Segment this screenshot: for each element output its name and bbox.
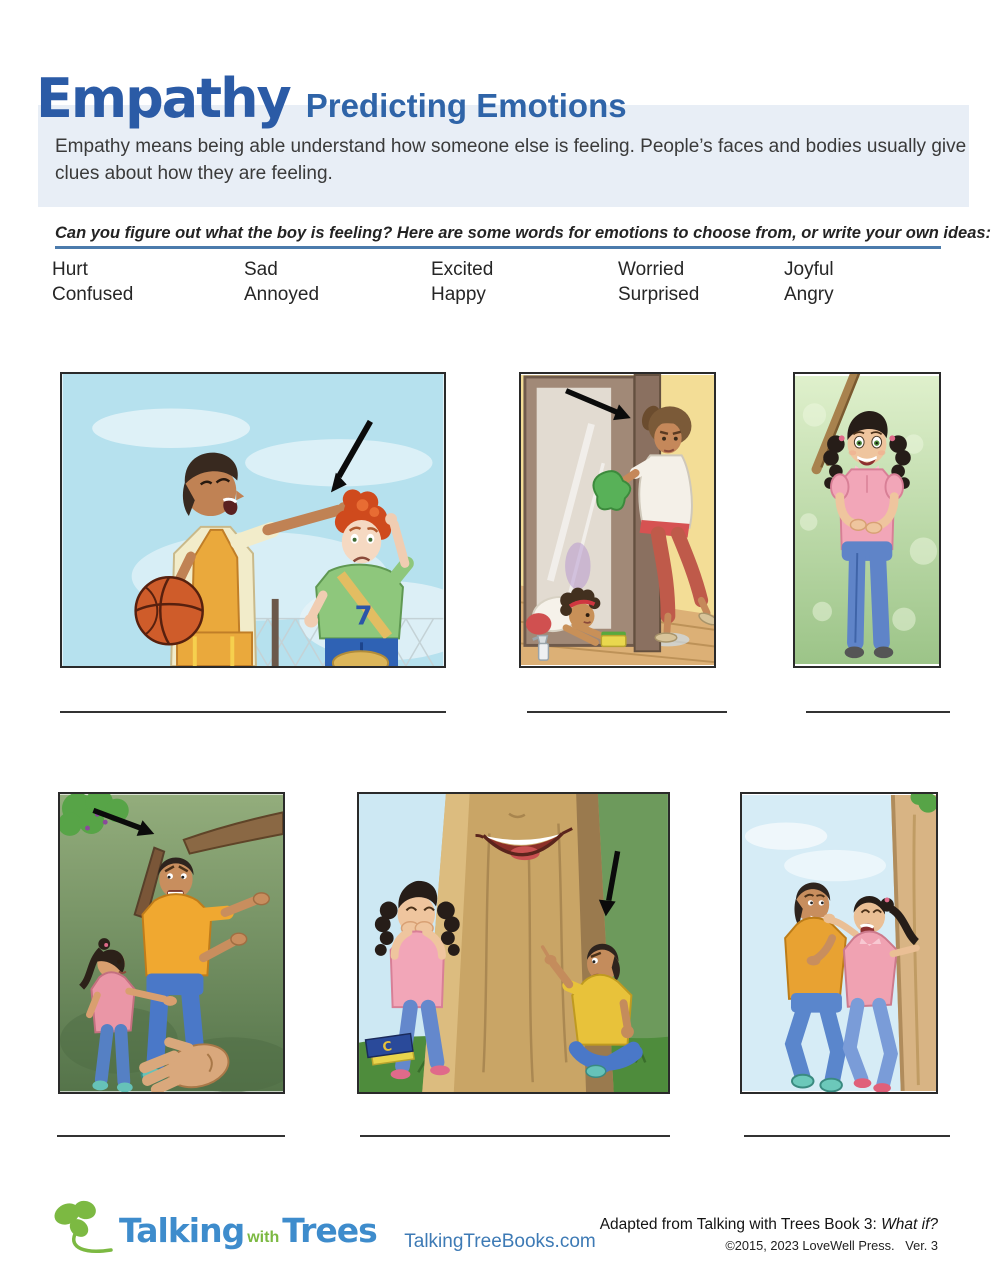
panel-5-scene [359, 794, 668, 1092]
logo-word-trees: Trees [282, 1210, 377, 1250]
page-title: Empathy [36, 67, 290, 130]
panel-2-scene [521, 374, 714, 666]
books-on-grass [366, 1034, 415, 1066]
word-surprised: Surprised [618, 284, 700, 305]
panel-4-illustration [58, 792, 285, 1094]
header [36, 67, 627, 130]
answer-line-5[interactable] [360, 1135, 670, 1137]
panel-3-scene [795, 374, 939, 666]
word-sad: Sad [244, 259, 278, 280]
logo-word-talking: Talking [119, 1210, 245, 1250]
instruction-text: Can you figure out what the boy is feeling? Here are some words for emotions to choose from, or write your own ideas: [55, 224, 992, 242]
credit-line-2: ©2015, 2023 LoveWell Press. Ver. 3 [725, 1238, 938, 1253]
panel-4-scene [60, 794, 283, 1092]
word-angry: Angry [784, 284, 834, 305]
svg-text:C: C [381, 1039, 393, 1056]
panel-6-illustration [740, 792, 938, 1094]
page-subtitle: Predicting Emotions [305, 87, 627, 124]
credit-book-title: What if? [881, 1216, 938, 1233]
credit-prefix: Adapted from Talking with Trees Book 3: [599, 1216, 882, 1233]
word-excited: Excited [431, 259, 494, 280]
divider-rule [55, 246, 941, 249]
credit-line-1 [600, 1216, 938, 1234]
panel-1-scene [62, 374, 444, 666]
word-bank-row-1 [52, 259, 834, 281]
svg-text:7: 7 [354, 601, 373, 632]
word-bank-row-2 [52, 284, 834, 306]
word-joyful: Joyful [784, 259, 834, 280]
panel-1-illustration [60, 372, 446, 668]
panel-5-illustration [357, 792, 670, 1094]
answer-line-3[interactable] [806, 711, 950, 713]
panel-6-scene [742, 794, 936, 1092]
answer-line-1[interactable] [60, 711, 446, 713]
word-happy: Happy [431, 284, 486, 305]
panel-3-illustration [793, 372, 941, 668]
intro-line-1: Empathy means being able understand how someone else is feeling. People’s faces and bodies usually give [55, 136, 967, 157]
word-hurt: Hurt [52, 259, 88, 280]
word-confused: Confused [52, 284, 134, 305]
intro-line-2: clues about how they are feeling. [55, 163, 333, 184]
logo-word-with: with [247, 1228, 280, 1246]
word-annoyed: Annoyed [244, 284, 320, 305]
answer-line-4[interactable] [57, 1135, 285, 1137]
credit-block [600, 1216, 938, 1253]
answer-line-6[interactable] [744, 1135, 950, 1137]
website-link[interactable]: TalkingTreeBooks.com [404, 1231, 596, 1252]
answer-line-2[interactable] [527, 711, 727, 713]
intro-paragraph [55, 133, 966, 187]
panel-2-illustration [519, 372, 716, 668]
word-worried: Worried [618, 259, 685, 280]
